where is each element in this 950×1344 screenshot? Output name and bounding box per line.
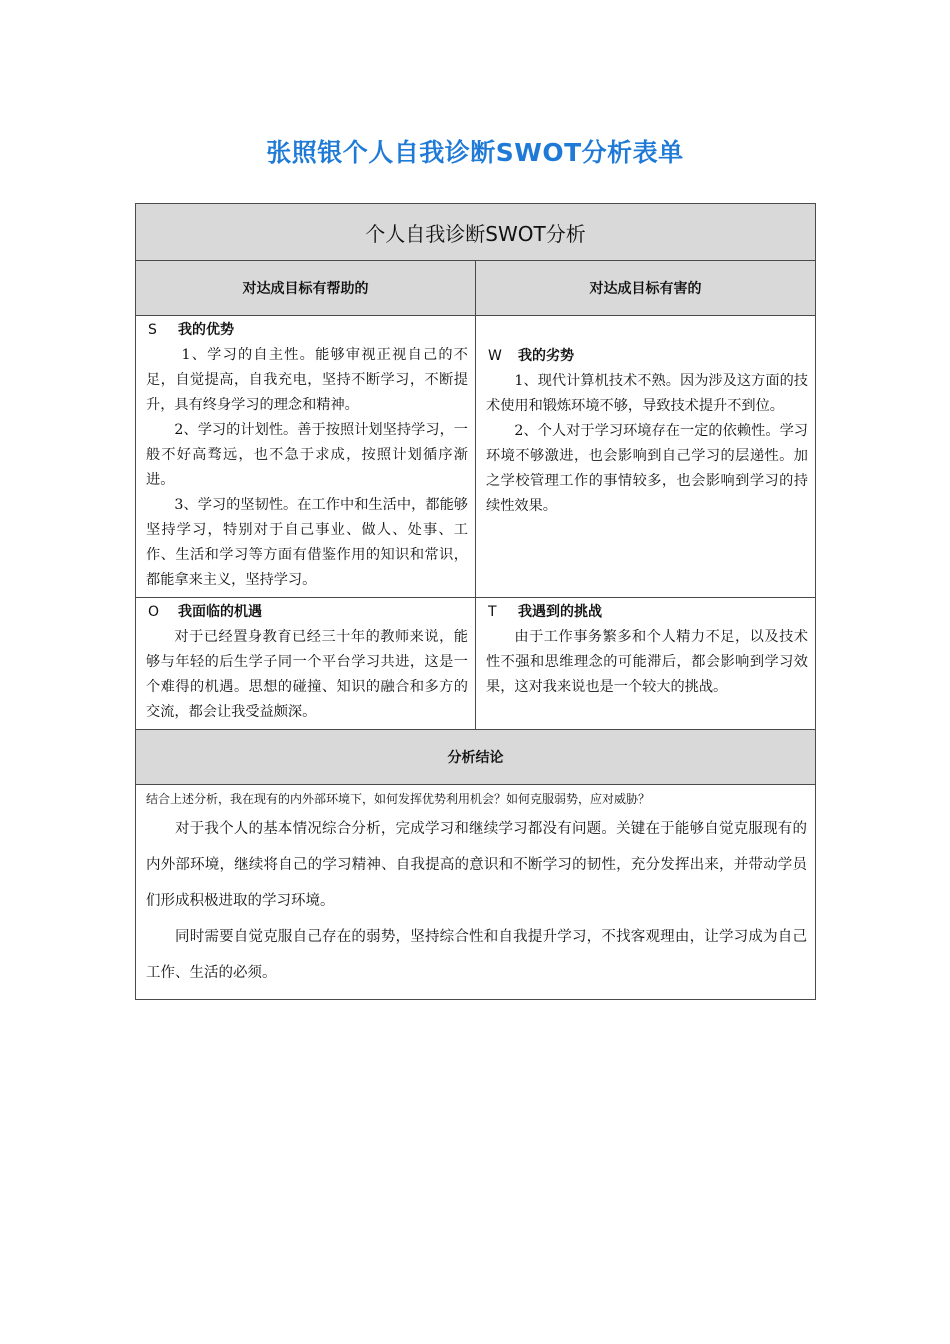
weaknesses-cell — [476, 316, 816, 598]
strengths-letter: S — [148, 322, 157, 338]
conclusion-header: 分析结论 — [136, 730, 816, 785]
strengths-paragraph: 3、学习的坚韧性。在工作中和生活中，都能够坚持学习，特别对于自己事业、做人、处事、工作、生活和学习等方面有借鉴作用的知识和常识，都能拿来主义，坚持学习。 — [146, 497, 468, 588]
threats-letter: T — [488, 604, 497, 620]
opportunities-cell — [136, 598, 476, 730]
opportunities-letter: O — [148, 604, 160, 620]
opportunities-heading — [146, 600, 468, 625]
threats-paragraph: 由于工作事务繁多和个人精力不足，以及技术性不强和思维理念的可能滞后，都会影响到学习效果，这对我来说也是一个较大的挑战。 — [486, 629, 808, 695]
threats-heading — [486, 600, 808, 625]
conclusion-paragraph: 同时需要自觉克服自己存在的弱势，坚持综合性和自我提升学习，不找客观理由，让学习成为自己工作、生活的必须。 — [146, 929, 807, 981]
strengths-cell — [136, 316, 476, 598]
threats-title: 我遇到的挑战 — [518, 604, 602, 620]
opportunities-paragraph: 对于已经置身教育已经三十年的教师来说，能够与年轻的后生学子同一个平台学习共进，这是一个难得的机遇。思想的碰撞、知识的融合和多方的交流，都会让我受益颇深。 — [146, 629, 468, 720]
weaknesses-paragraph: 1、现代计算机技术不熟。因为涉及这方面的技术使用和锻炼环境不够，导致技术提升不到位。 — [486, 373, 808, 414]
strengths-paragraph: 1、学习的自主性。能够审视正视自己的不足，自觉提高，自我充电，坚持不断学习，不断提升，具有终身学习的理念和精神。 — [146, 347, 468, 413]
weaknesses-letter: W — [488, 348, 502, 364]
opportunities-title: 我面临的机遇 — [178, 604, 262, 620]
strengths-title: 我的优势 — [178, 322, 234, 338]
helpful-column-header: 对达成目标有帮助的 — [136, 261, 476, 316]
conclusion-question: 结合上述分析，我在现有的内外部环境下，如何发挥优势利用机会？如何克服弱势，应对威胁？ — [146, 792, 651, 806]
swot-main-header: 个人自我诊断SWOT分析 — [136, 204, 816, 261]
harmful-column-header: 对达成目标有害的 — [476, 261, 816, 316]
weaknesses-heading — [486, 344, 808, 369]
strengths-paragraph: 2、学习的计划性。善于按照计划坚持学习，一般不好高骛远，也不急于求成，按照计划循序渐进。 — [146, 422, 468, 488]
weaknesses-title: 我的劣势 — [518, 348, 574, 364]
threats-cell — [476, 598, 816, 730]
conclusion-cell — [136, 785, 816, 1000]
document-title: 张照银个人自我诊断SWOT分析表单 — [266, 138, 684, 167]
conclusion-paragraph: 对于我个人的基本情况综合分析，完成学习和继续学习都没有问题。关键在于能够自觉克服现有的内外部环境，继续将自己的学习精神、自我提高的意识和不断学习的韧性，充分发挥出来，并带动学员们形成积极进取的学习环境。 — [146, 821, 807, 909]
strengths-heading — [146, 318, 468, 343]
swot-table — [135, 203, 816, 1000]
weaknesses-paragraph: 2、个人对于学习环境存在一定的依赖性。学习环境不够激进，也会影响到自己学习的层递性。加之学校管理工作的事情较多，也会影响到学习的持续性效果。 — [486, 423, 808, 514]
